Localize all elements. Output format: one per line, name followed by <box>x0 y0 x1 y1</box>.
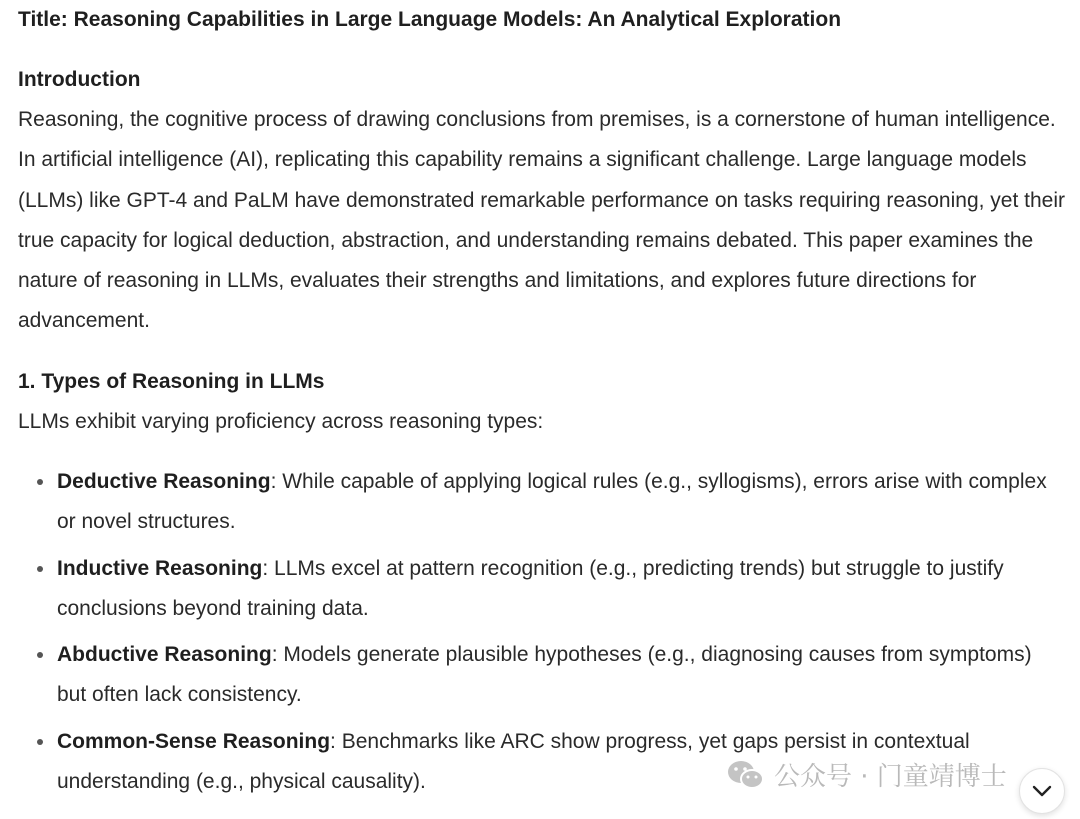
watermark <box>726 756 1007 793</box>
bullet-term: Deductive Reasoning <box>57 470 271 493</box>
bullet-term: Abductive Reasoning <box>57 643 272 667</box>
bullet-term: Common-Sense Reasoning <box>57 729 331 753</box>
list-item <box>18 635 1057 716</box>
bullet-text: : Benchmarks like ARC show progress, yet gaps persist in contextual understanding (e.g., physical causality). <box>57 729 970 794</box>
list-item <box>18 549 1057 630</box>
bullet-text: : While capable of applying logical rules (e.g., syllogisms), errors arise with complex or novel structures. <box>57 470 1047 534</box>
bullet-dot <box>37 566 43 572</box>
bullet-text: : LLMs excel at pattern recognition (e.g., predicting trends) but struggle to justify conclusions beyond training data. <box>57 556 1004 620</box>
section1-intro: LLMs exhibit varying proficiency across reasoning types: <box>18 410 544 433</box>
bullet-dot <box>37 739 43 745</box>
intro-heading: Introduction <box>18 68 141 91</box>
bullet-term: Inductive Reasoning <box>57 556 263 580</box>
chevron-down-icon <box>1031 784 1053 798</box>
list-item <box>18 462 1057 543</box>
scroll-down-button[interactable] <box>1019 768 1065 814</box>
watermark-text: 公众号 · 门童靖博士 <box>774 762 1007 792</box>
bullet-dot <box>37 479 43 485</box>
section1-heading: 1. Types of Reasoning in LLMs <box>18 370 325 393</box>
bullet-dot <box>37 652 43 658</box>
bullet-text: : Models generate plausible hypotheses (e.g., diagnosing causes from symptoms) but often lack consistency. <box>57 643 1032 707</box>
wechat-icon <box>726 758 766 792</box>
intro-paragraph: Reasoning, the cognitive process of drawing conclusions from premises, is a cornerstone of human intelligence. In artificial intelligence (AI), replicating this capability remains a significant challenge. Large language models (LLMs) like GPT-4 and PaLM have demonstrated remarkable performance on tasks requiring reasoning, yet their true capacity for logical deduction, abstraction, and understanding remains debated. This paper examines the nature of reasoning in LLMs, evaluates their strengths and limitations, and explores future directions for advancement. <box>18 108 1066 333</box>
document-title: Title: Reasoning Capabilities in Large Language Models: An Analytical Exploration <box>18 8 842 31</box>
